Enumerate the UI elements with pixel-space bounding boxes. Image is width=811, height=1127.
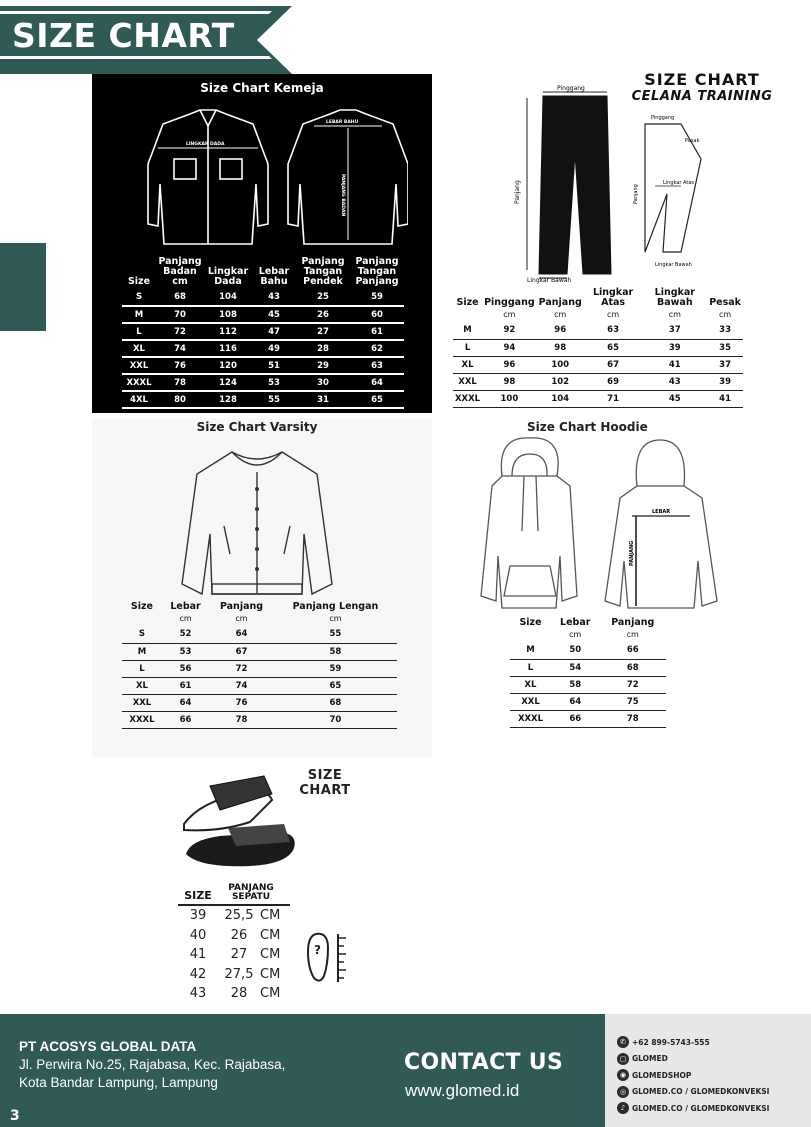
table-cell: XXL <box>510 693 551 710</box>
varsity-title: Size Chart Varsity <box>196 420 318 434</box>
table-cell: cm <box>235 614 248 623</box>
table-cell: 31 <box>296 391 350 408</box>
table-row <box>453 390 743 407</box>
kemeja-col-tangan-pendek: Panjang Tangan Pendek <box>301 256 345 287</box>
table-cell: 67 <box>209 643 274 660</box>
table-cell: 70 <box>156 306 204 323</box>
table-cell <box>510 630 551 642</box>
table-cell: L <box>510 659 551 676</box>
table-cell: Panjang <box>633 184 639 204</box>
kemeja-col-lebar-bahu: Lebar Bahu <box>258 266 290 287</box>
side-tab-decoration <box>0 241 46 333</box>
table-cell: 100 <box>482 390 537 407</box>
table-cell: Lingkar Bawah <box>655 262 692 268</box>
table-cell: Panjang <box>514 180 521 204</box>
kemeja-title: Size Chart Kemeja <box>200 81 324 95</box>
table-row <box>122 289 404 306</box>
hoodie-illustration <box>452 436 732 612</box>
table-cell: Pinggang <box>484 297 535 308</box>
table-cell: CELANA TRAINING <box>631 89 773 104</box>
table-cell: cm <box>668 310 681 319</box>
table-cell: 26 <box>296 306 350 323</box>
table-cell: LEBAR <box>652 509 671 515</box>
table-row <box>122 660 397 677</box>
table-cell: 58 <box>551 676 600 693</box>
kemeja-col-panjang-badan <box>156 257 204 289</box>
table-cell: cm <box>179 614 192 623</box>
social-list <box>617 1034 769 1117</box>
table-cell: M <box>510 642 551 659</box>
table-cell: 55 <box>252 391 296 408</box>
table-cell: Pinggang <box>651 115 675 121</box>
table-cell: 72 <box>209 660 274 677</box>
table-cell: 39 <box>707 373 743 390</box>
table-row <box>122 306 404 323</box>
table-cell: M <box>122 306 156 323</box>
table-cell: 45 <box>252 306 296 323</box>
table-cell: 39 <box>642 339 707 356</box>
pants-illustration <box>505 84 715 284</box>
table-cell: 43 <box>252 289 296 306</box>
kemeja-table <box>122 257 404 409</box>
social-instagram[interactable] <box>617 1084 769 1101</box>
table-cell: 112 <box>204 323 252 340</box>
table-cell: cm <box>554 310 567 319</box>
table-cell: 69 <box>584 373 643 390</box>
table-cell: 104 <box>537 390 584 407</box>
table-cell: Lingkar Atas <box>663 180 694 186</box>
table-cell: 60 <box>350 306 404 323</box>
table-cell: 74 <box>209 677 274 694</box>
shoulder-label: LEBAR BAHU <box>326 120 359 125</box>
table-cell: 96 <box>537 322 584 339</box>
shop-icon: ◉ <box>617 1069 629 1081</box>
table-cell: GLOMED.CO / GLOMEDKONVEKSI <box>632 1103 770 1113</box>
table-row <box>122 323 404 340</box>
table-cell: 96 <box>482 356 537 373</box>
table-cell: 66 <box>551 710 600 727</box>
table-row <box>122 643 397 660</box>
table-cell: XL <box>510 676 551 693</box>
table-cell: 72 <box>600 676 666 693</box>
table-cell: 63 <box>350 357 404 374</box>
table-cell: Size <box>519 617 542 628</box>
table-cell: 27,5 <box>224 966 254 982</box>
table-cell: XXL <box>122 694 162 711</box>
table-cell: 27 <box>296 323 350 340</box>
table-cell: 64 <box>350 374 404 391</box>
table-cell: 80 <box>156 391 204 408</box>
table-cell: 41 <box>189 947 207 962</box>
table-cell: XL <box>453 356 482 373</box>
chest-label: LINGKAR DADA <box>186 142 225 147</box>
table-row <box>510 693 666 710</box>
table-cell <box>453 310 482 322</box>
tiktok-icon: ♪ <box>617 1102 629 1114</box>
table-cell: Lingkar Bawah <box>654 287 695 308</box>
table-row <box>178 906 290 926</box>
table-cell: Panjang <box>219 601 264 612</box>
page-title: SIZE CHART <box>12 16 235 55</box>
table-cell: 68 <box>156 289 204 306</box>
table-cell: cm <box>172 276 188 287</box>
message-icon: ▢ <box>617 1053 629 1065</box>
company-info <box>19 1038 285 1092</box>
table-cell: GLOMEDSHOP <box>632 1070 692 1080</box>
table-cell: XXXL <box>510 710 551 727</box>
varsity-table <box>122 602 397 729</box>
table-cell: cm <box>626 630 639 639</box>
table-cell: 76 <box>209 694 274 711</box>
table-cell: 47 <box>252 323 296 340</box>
table-cell: 64 <box>162 694 209 711</box>
table-cell: 41 <box>642 356 707 373</box>
table-cell: M <box>122 643 162 660</box>
social-message[interactable] <box>617 1051 769 1068</box>
table-cell: 37 <box>642 322 707 339</box>
table-cell: XXXL <box>122 711 162 728</box>
table-cell: 108 <box>204 306 252 323</box>
table-cell: GLOMED <box>632 1054 668 1064</box>
table-cell: 120 <box>204 357 252 374</box>
table-row <box>178 984 290 1004</box>
table-cell: 43 <box>189 986 207 1001</box>
kemeja-col-size: Size <box>127 276 151 287</box>
table-cell: Pesak <box>685 138 700 144</box>
table-cell: Pinggang <box>557 85 585 92</box>
table-cell: XXL <box>122 357 156 374</box>
varsity-jacket-illustration <box>172 444 342 614</box>
table-cell: SIZE CHART <box>644 70 760 89</box>
table-cell: 104 <box>204 289 252 306</box>
table-cell: 28 <box>296 340 350 357</box>
table-cell: 92 <box>482 322 537 339</box>
table-cell: 50 <box>551 642 600 659</box>
table-cell: 72 <box>156 323 204 340</box>
hoodie-table <box>510 618 666 728</box>
table-cell: CM <box>260 927 281 943</box>
table-cell: 61 <box>350 323 404 340</box>
table-cell: XL <box>122 340 156 357</box>
table-cell: Panjang <box>538 297 582 308</box>
contact-title: CONTACT US <box>404 1050 564 1075</box>
table-cell: Size <box>130 601 153 612</box>
foot-measure-icon <box>304 930 348 986</box>
table-row <box>122 626 397 643</box>
table-cell: 78 <box>209 711 274 728</box>
page-number: 3 <box>10 1108 20 1124</box>
table-row <box>453 322 743 339</box>
hoodie-title: Size Chart Hoodie <box>527 420 648 434</box>
table-cell: 45 <box>642 390 707 407</box>
table-row <box>122 340 404 357</box>
table-cell: 30 <box>296 374 350 391</box>
svg-text:?: ? <box>314 943 321 957</box>
table-row <box>178 926 290 946</box>
table-cell: S <box>122 626 162 643</box>
table-cell: 25,5 <box>224 908 254 923</box>
table-cell: 39 <box>189 908 207 923</box>
table-cell: M <box>453 322 482 339</box>
table-row <box>122 677 397 694</box>
table-row <box>122 374 404 391</box>
table-cell: 76 <box>156 357 204 374</box>
table-cell: 98 <box>537 339 584 356</box>
shirt-illustration <box>128 104 408 254</box>
sandal-illustration <box>180 772 300 872</box>
table-row <box>453 373 743 390</box>
table-cell: S <box>122 289 156 306</box>
table-cell: 65 <box>350 391 404 408</box>
table-cell: L <box>122 660 162 677</box>
table-row <box>178 965 290 985</box>
table-cell: SIZE <box>184 889 212 902</box>
table-cell: 65 <box>584 339 643 356</box>
table-cell: Lebar <box>560 617 591 628</box>
table-cell: 37 <box>707 356 743 373</box>
social-tiktok[interactable] <box>617 1100 769 1117</box>
table-cell: 27 <box>230 947 248 962</box>
table-row <box>122 391 404 408</box>
table-cell: GLOMED.CO / GLOMEDKONVEKSI <box>632 1087 770 1097</box>
table-cell: cm <box>606 310 620 319</box>
table-row <box>122 694 397 711</box>
table-row <box>453 356 743 373</box>
table-cell: 128 <box>204 391 252 408</box>
table-row <box>453 339 743 356</box>
table-cell: 98 <box>482 373 537 390</box>
whatsapp-icon: ✆ <box>617 1036 629 1048</box>
table-cell: XXXL <box>453 390 482 407</box>
table-cell: 54 <box>551 659 600 676</box>
table-row <box>510 710 666 727</box>
table-cell: cm <box>718 310 732 319</box>
address-line-2: Kota Bandar Lampung, Lampung <box>19 1075 218 1090</box>
table-cell: PANJANG <box>629 540 635 566</box>
table-cell: PANJANG SEPATU <box>228 883 274 902</box>
table-cell: 71 <box>584 390 643 407</box>
table-cell: 61 <box>162 677 209 694</box>
table-cell: 100 <box>537 356 584 373</box>
table-row <box>122 357 404 374</box>
kemeja-col-lingkar-dada: Lingkar Dada <box>207 266 249 287</box>
table-cell: CM <box>260 947 281 962</box>
table-cell: 78 <box>156 374 204 391</box>
kemeja-size-chart <box>92 74 432 413</box>
table-cell: 42 <box>189 966 207 982</box>
table-cell: 67 <box>584 356 643 373</box>
table-cell: 64 <box>209 626 274 643</box>
table-cell: 59 <box>350 289 404 306</box>
length-label: PANJANG BADAN <box>340 174 345 217</box>
celana-table <box>453 288 743 408</box>
table-cell: cm <box>503 310 516 319</box>
table-cell: 65 <box>274 677 397 694</box>
table-cell: 66 <box>162 711 209 728</box>
table-cell: 102 <box>537 373 584 390</box>
table-cell: CHART <box>299 783 351 798</box>
table-cell: Lebar <box>170 601 201 612</box>
table-cell: 62 <box>350 340 404 357</box>
varsity-size-chart <box>92 418 432 758</box>
kemeja-col-tangan-panjang: Panjang Tangan Panjang <box>355 256 399 287</box>
table-cell: Lingkar Bawah <box>527 277 572 284</box>
table-cell: 59 <box>274 660 397 677</box>
table-cell: 66 <box>600 642 666 659</box>
table-cell: 116 <box>204 340 252 357</box>
table-cell: 94 <box>482 339 537 356</box>
table-cell: 43 <box>642 373 707 390</box>
table-cell: 49 <box>252 340 296 357</box>
table-cell: Panjang Badan <box>158 256 202 277</box>
table-cell: 28 <box>230 986 248 1001</box>
table-cell: 58 <box>274 643 397 660</box>
kemeja-rows <box>122 289 404 408</box>
table-cell: 56 <box>162 660 209 677</box>
sandal-table <box>178 884 290 1004</box>
sandal-title <box>290 768 360 798</box>
table-cell: CM <box>260 908 281 923</box>
table-row <box>178 945 290 965</box>
table-cell: XXL <box>453 373 482 390</box>
table-cell: Size <box>456 297 479 308</box>
table-cell: 35 <box>707 339 743 356</box>
table-cell: 124 <box>204 374 252 391</box>
social-shop[interactable] <box>617 1067 769 1084</box>
table-cell: 40 <box>189 927 207 943</box>
company-name: PT ACOSYS GLOBAL DATA <box>19 1039 197 1054</box>
table-cell <box>122 614 162 626</box>
table-cell: 51 <box>252 357 296 374</box>
table-cell: cm <box>329 614 342 623</box>
address-line-1: Jl. Perwira No.25, Rajabasa, Kec. Rajabasa, <box>19 1057 286 1072</box>
table-cell: 68 <box>600 659 666 676</box>
table-cell: Panjang Lengan <box>292 601 379 612</box>
table-cell: 64 <box>551 693 600 710</box>
table-cell: 33 <box>707 322 743 339</box>
table-cell: Panjang <box>611 617 655 628</box>
table-cell: 55 <box>274 626 397 643</box>
table-cell: 68 <box>274 694 397 711</box>
table-cell: 4XL <box>122 391 156 408</box>
table-cell: L <box>453 339 482 356</box>
table-cell: 25 <box>296 289 350 306</box>
table-cell: 53 <box>252 374 296 391</box>
website-link[interactable]: www.glomed.id <box>405 1081 520 1100</box>
table-cell: 63 <box>584 322 643 339</box>
table-cell: L <box>122 323 156 340</box>
table-cell: 75 <box>600 693 666 710</box>
table-cell: Lingkar Atas <box>592 287 634 308</box>
table-cell: 26 <box>230 927 248 943</box>
table-cell: 29 <box>296 357 350 374</box>
table-cell: 74 <box>156 340 204 357</box>
table-cell: cm <box>569 630 582 639</box>
table-cell: 41 <box>707 390 743 407</box>
table-cell: CM <box>260 966 281 982</box>
social-whatsapp[interactable] <box>617 1034 769 1051</box>
table-cell: XXXL <box>122 374 156 391</box>
table-row <box>510 676 666 693</box>
table-cell: 52 <box>162 626 209 643</box>
table-cell: 78 <box>600 710 666 727</box>
table-cell: 70 <box>274 711 397 728</box>
instagram-icon: ◎ <box>617 1086 629 1098</box>
table-cell: SIZE <box>307 768 343 783</box>
table-cell: CM <box>260 986 281 1001</box>
table-cell: +62 899-5743-555 <box>632 1037 710 1047</box>
table-cell: XL <box>122 677 162 694</box>
table-row <box>510 659 666 676</box>
table-cell: Pesak <box>709 297 741 308</box>
table-cell: 53 <box>162 643 209 660</box>
table-row <box>122 711 397 728</box>
table-row <box>510 642 666 659</box>
